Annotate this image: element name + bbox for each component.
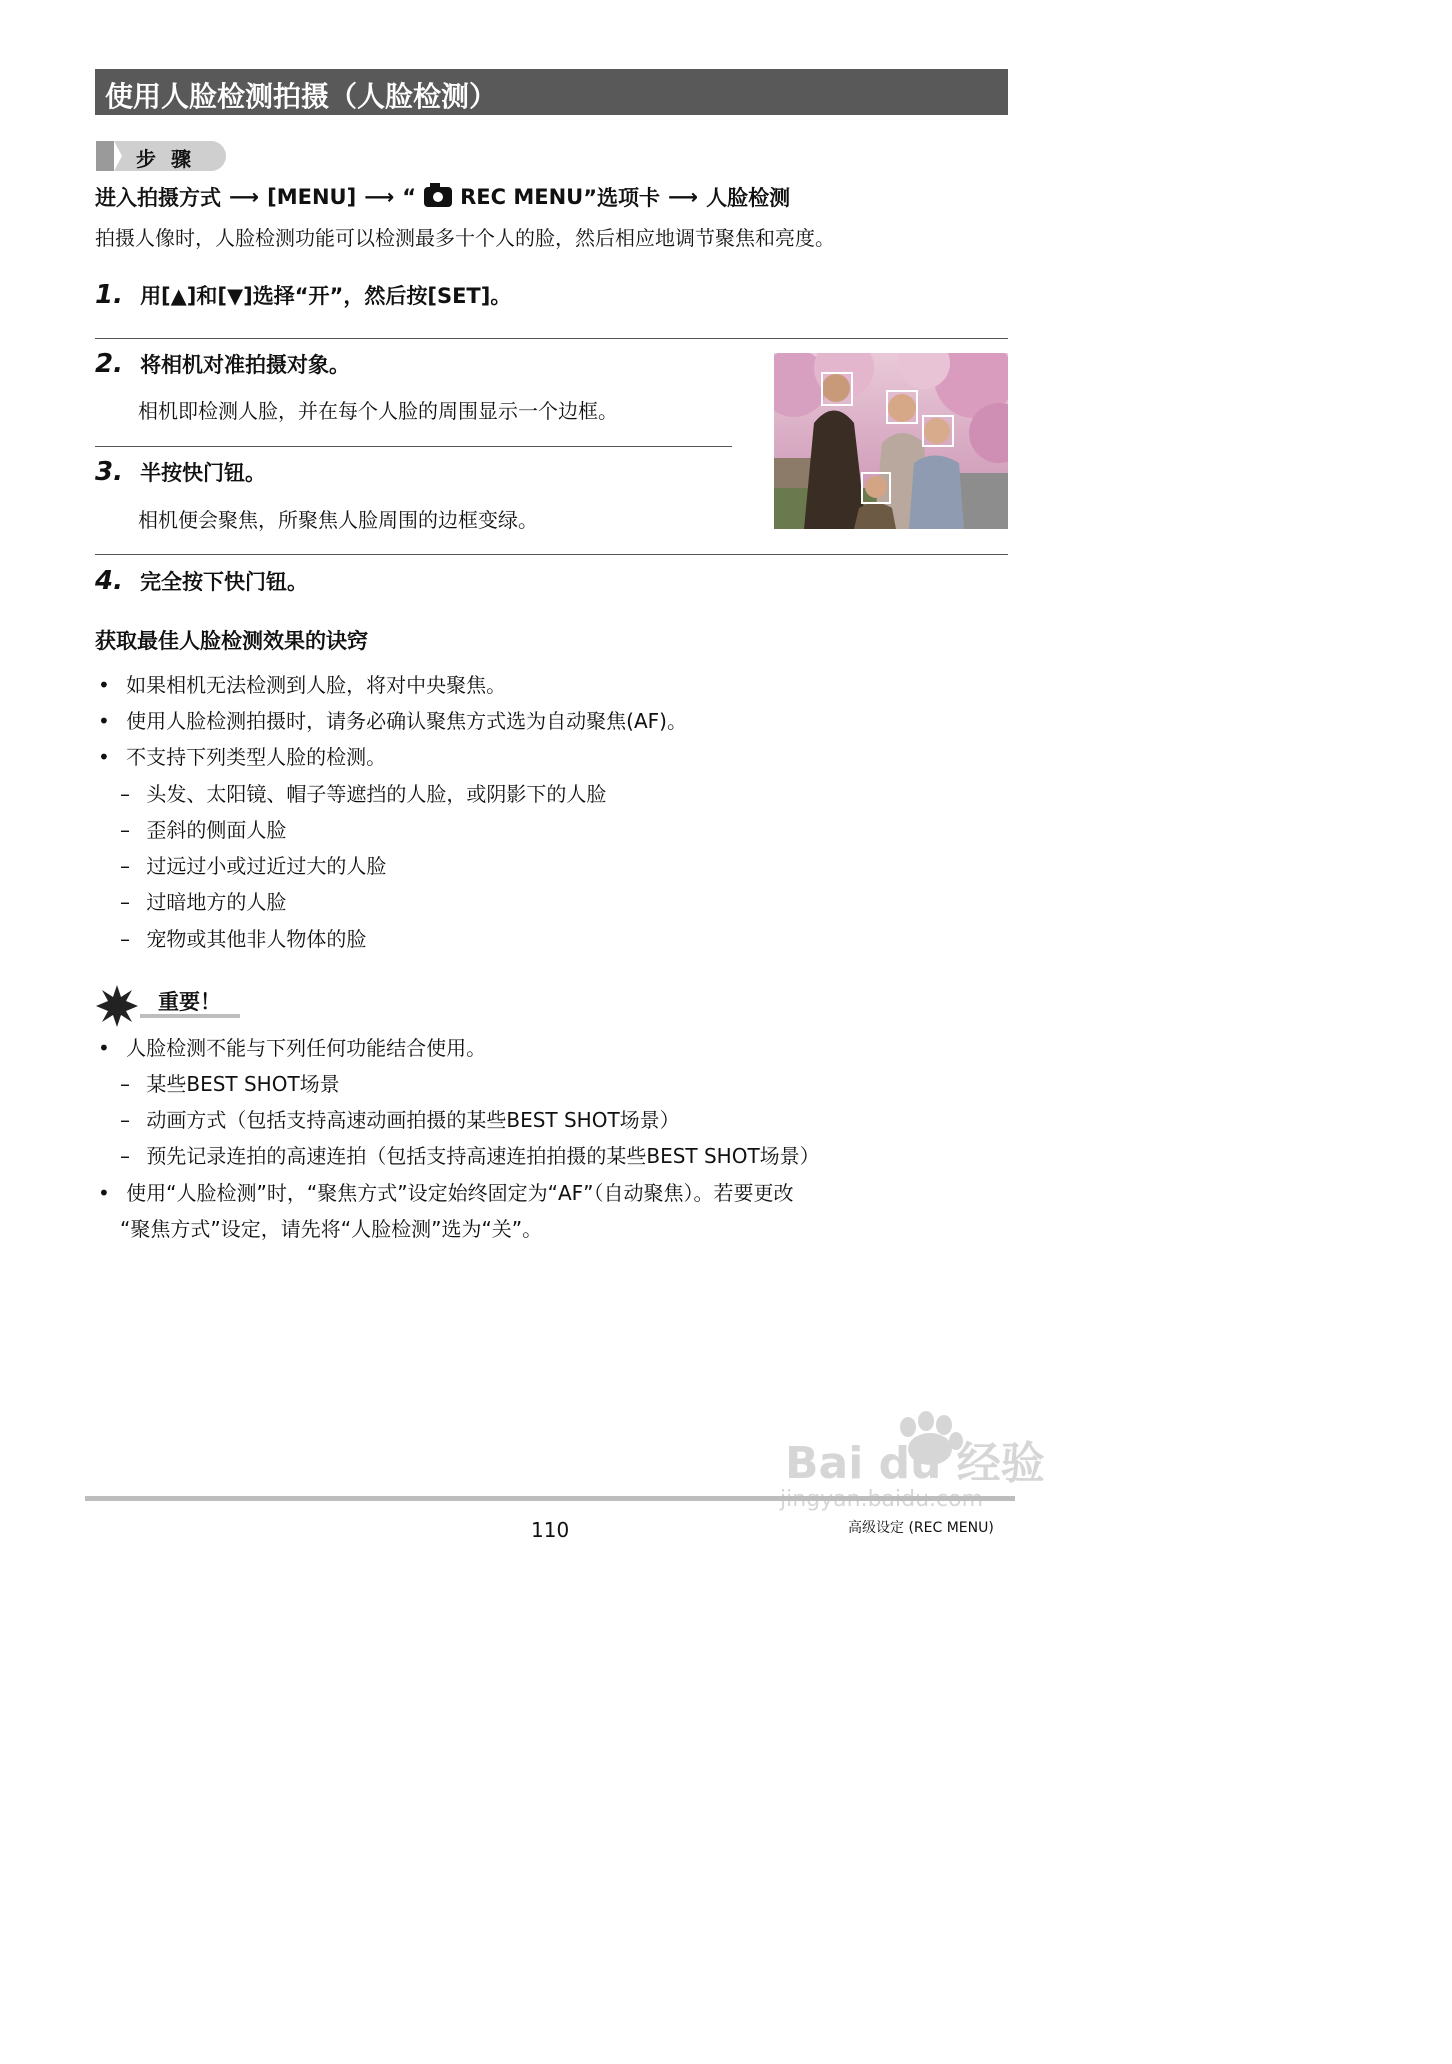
sub-item-text: 歪斜的侧面人脸 [146, 818, 287, 842]
dash: – [120, 927, 130, 951]
list-item [98, 705, 687, 734]
step-title: 完全按下快门钮。 [140, 570, 309, 594]
path-arrow-1: ⟶ [229, 185, 260, 209]
list-item [98, 669, 506, 698]
dash: – [120, 782, 130, 806]
list-item [98, 1177, 794, 1206]
sub-item-text: 宠物或其他非人物体的脸 [146, 927, 367, 951]
bullet: • [98, 1036, 110, 1060]
footer-section-note: 高级设定 (REC MENU) [848, 1520, 994, 1536]
important-label: 重要！ [158, 990, 221, 1014]
watermark-brand: Bai du 经验 [785, 1438, 1045, 1489]
sub-item-text: 动画方式（包括支持高速动画拍摄的某些BEST SHOT场景） [146, 1108, 680, 1132]
step-3 [95, 457, 266, 487]
sub-item-text: 过暗地方的人脸 [146, 890, 287, 914]
dash: – [120, 1072, 130, 1096]
bullet: • [98, 673, 110, 697]
sub-list-item [120, 1068, 340, 1097]
tips-heading: 获取最佳人脸检测效果的诀窍 [95, 629, 368, 653]
sub-list-item [120, 850, 386, 879]
sub-list-item [120, 814, 286, 843]
path-rec-menu: REC MENU [460, 185, 584, 209]
path-arrow-3: ⟶ [668, 185, 699, 209]
path-arrow-2: ⟶ [364, 185, 395, 209]
steps-label: 步 骤 [136, 147, 195, 171]
divider [95, 554, 1008, 555]
dash: – [120, 818, 130, 842]
sub-item-text: 某些BEST SHOT场景 [146, 1072, 340, 1096]
step-number: 1. [95, 280, 123, 310]
step-number: 2. [95, 349, 123, 379]
steps-tag-notch [96, 141, 114, 171]
list-item-continuation: “聚焦方式”设定，请先将“人脸检测”选为“关”。 [120, 1217, 543, 1241]
sub-list-item [120, 923, 366, 952]
step-title: 半按快门钮。 [140, 461, 267, 485]
step-title: 用[▲]和[▼]选择“开”，然后按[SET]。 [140, 284, 512, 308]
step-number: 3. [95, 457, 123, 487]
step-4 [95, 566, 308, 596]
sub-list-item [120, 886, 286, 915]
list-item-text: 使用人脸检测拍摄时，请务必确认聚焦方式选为自动聚焦(AF)。 [126, 709, 687, 733]
step-description: 相机即检测人脸，并在每个人脸的周围显示一个边框。 [138, 399, 618, 423]
steps-tag-arrow-icon [114, 141, 122, 171]
sub-list-item [120, 778, 606, 807]
bullet: • [98, 1181, 110, 1205]
path-quote-open: “ [402, 185, 417, 209]
camera-icon [424, 187, 452, 207]
step-1 [95, 280, 511, 310]
step-number: 4. [95, 566, 123, 596]
dash: – [120, 1108, 130, 1132]
footer-rule [85, 1496, 1015, 1501]
dash: – [120, 890, 130, 914]
menu-path [95, 182, 790, 212]
list-item-text: 人脸检测不能与下列任何功能结合使用。 [126, 1036, 487, 1060]
intro-text: 拍摄人像时，人脸检测功能可以检测最多十个人的脸，然后相应地调节聚焦和亮度。 [95, 226, 835, 250]
sub-item-text: 过远过小或过近过大的人脸 [146, 854, 387, 878]
list-item-text: 不支持下列类型人脸的检测。 [126, 745, 387, 769]
divider [95, 338, 1008, 339]
step-description: 相机便会聚焦，所聚焦人脸周围的边框变绿。 [138, 508, 538, 532]
list-item-text: 使用“人脸检测”时，“聚焦方式”设定始终固定为“AF”（自动聚焦）。若要更改 [126, 1181, 794, 1205]
sub-list-item [120, 1104, 680, 1133]
baidu-watermark [780, 1405, 1045, 1525]
path-part-1: 进入拍摄方式 [95, 186, 221, 210]
sub-item-text: 预先记录连拍的高速连拍（包括支持高速连拍拍摄的某些BEST SHOT场景） [146, 1144, 820, 1168]
divider [95, 446, 732, 447]
page-title: 使用人脸检测拍摄（人脸检测） [105, 80, 498, 113]
path-part-4: 人脸检测 [706, 186, 791, 210]
step-title: 将相机对准拍摄对象。 [140, 353, 351, 377]
list-item [98, 1032, 486, 1061]
sub-item-text: 头发、太阳镜、帽子等遮挡的人脸，或阴影下的人脸 [146, 782, 607, 806]
page-number: 110 [531, 1518, 570, 1542]
list-item-text: 如果相机无法检测到人脸，将对中央聚焦。 [126, 673, 507, 697]
photo-illustration [774, 353, 1008, 529]
bullet: • [98, 745, 110, 769]
path-part-2: [MENU] [267, 185, 357, 209]
sub-list-item [120, 1140, 820, 1169]
path-tab-label: ”选项卡 [583, 186, 661, 210]
step-2 [95, 349, 350, 379]
warning-burst-icon [96, 985, 138, 1027]
dash: – [120, 1144, 130, 1168]
face-detection-photo [774, 353, 1008, 529]
list-item [98, 741, 386, 770]
bullet: • [98, 709, 110, 733]
dash: – [120, 854, 130, 878]
